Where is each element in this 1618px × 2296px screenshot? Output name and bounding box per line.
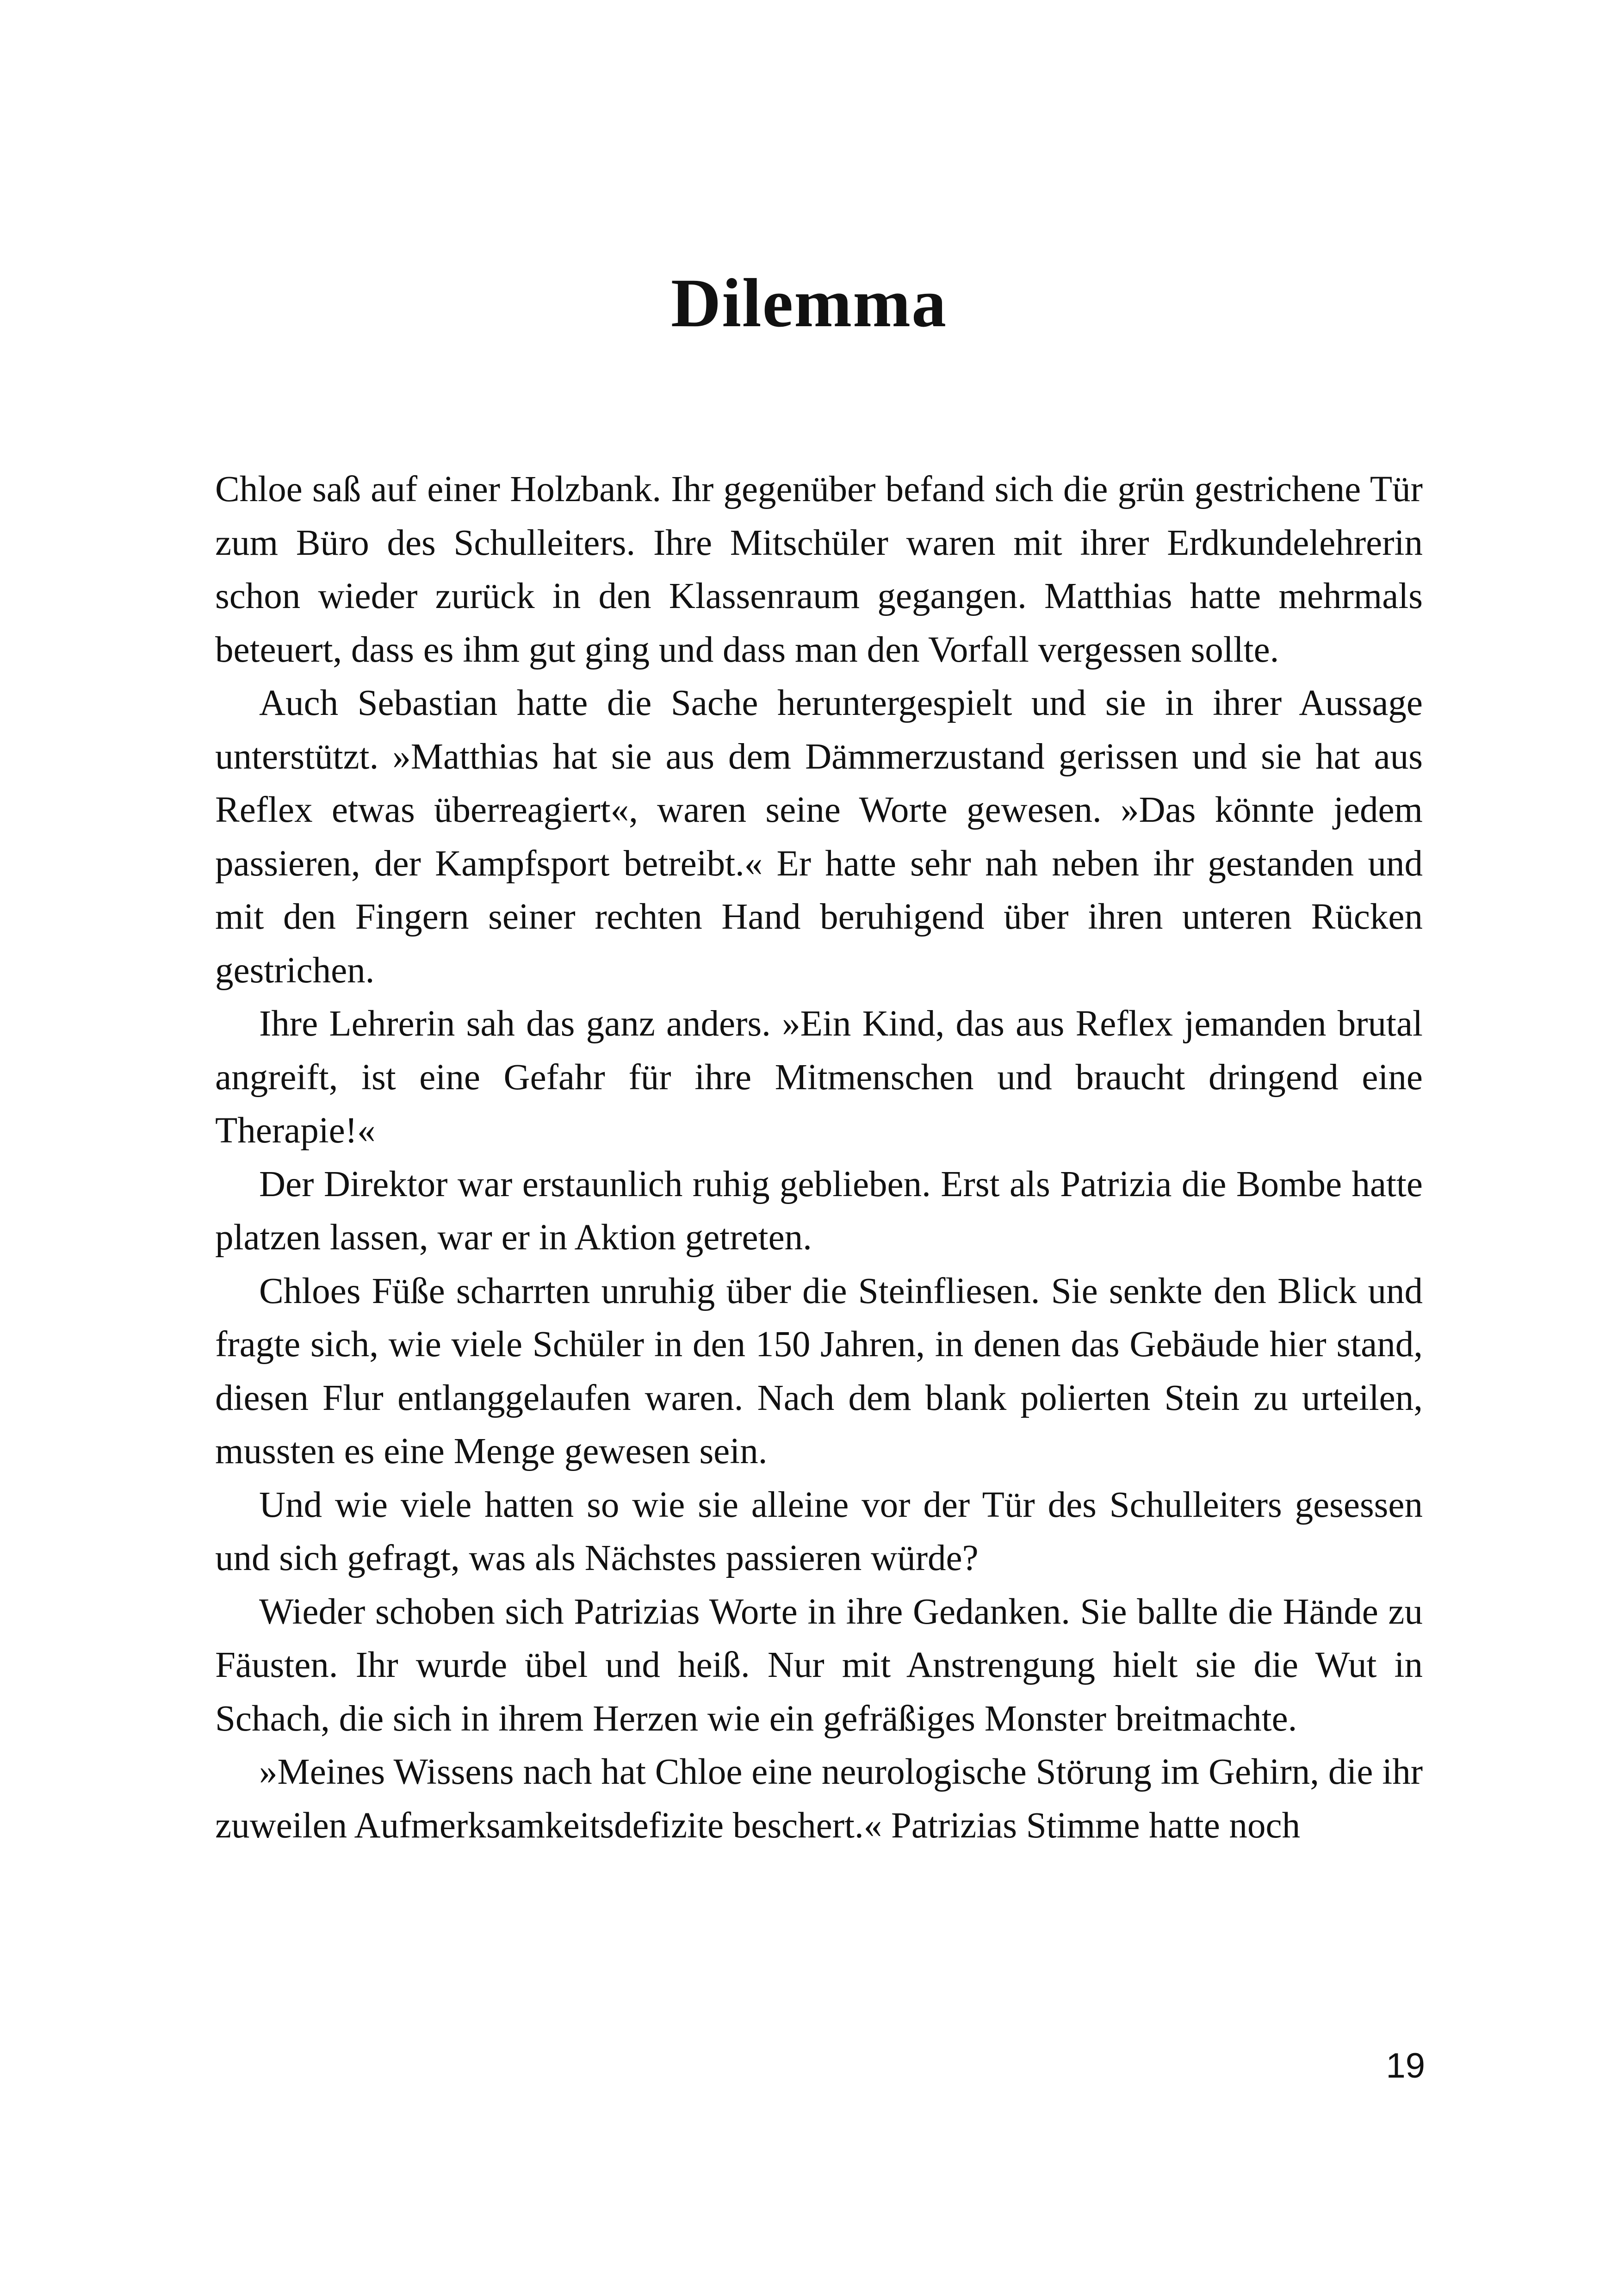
page-number: 19	[1386, 2046, 1425, 2085]
paragraph: Chloes Füße scharrten unruhig über die Steinfliesen. Sie senkte den Blick und fragte sich, wie viele Schüler in den 150 Jahren, in denen das Gebäude hier stand, diesen Flur entlanggelaufen waren. Nach dem blank polierten Stein zu urteilen, mussten es eine Menge gewesen sein.	[215, 1271, 1423, 1471]
paragraph: Wieder schoben sich Patrizias Worte in ihre Gedanken. Sie ballte die Hände zu Fäusten. Ihr wurde übel und heiß. Nur mit Anstrengung hielt sie die Wut in Schach, die sich in ihrem Herzen wie ein gefräßiges Monster breitmachte.	[215, 1591, 1423, 1739]
body-text	[215, 463, 1423, 1852]
paragraph: Und wie viele hatten so wie sie alleine vor der Tür des Schulleiters gesessen und sich gefragt, was als Nächstes passieren würde?	[215, 1484, 1423, 1578]
paragraph: »Meines Wissens nach hat Chloe eine neurologische Störung im Gehirn, die ihr zuweilen Aufmerksamkeitsdefizite beschert.« Patrizias Stimme hatte noch	[215, 1752, 1423, 1846]
paragraph: Der Direktor war erstaunlich ruhig geblieben. Erst als Patrizia die Bombe hatte platzen lassen, war er in Aktion getreten.	[215, 1164, 1423, 1258]
paragraph: Auch Sebastian hatte die Sache heruntergespielt und sie in ihrer Aussage unterstützt. »Matthias hat sie aus dem Dämmerzustand gerissen und sie hat aus Reflex etwas überreagiert«, waren seine Worte gewesen. »Das könnte jedem passieren, der Kampfsport betreibt.« Er hatte sehr nah neben ihr gestanden und mit den Fingern seiner rechten Hand beruhigend über ihren unteren Rücken gestrichen.	[215, 683, 1423, 991]
chapter-title: Dilemma	[670, 265, 948, 341]
paragraph: Chloe saß auf einer Holzbank. Ihr gegenüber befand sich die grün gestrichene Tür zum Büro des Schulleiters. Ihre Mitschüler waren mit ihrer Erdkundelehrerin schon wieder zurück in den Klassenraum gegangen. Matthias hatte mehrmals beteuert, dass es ihm gut ging und dass man den Vorfall vergessen sollte.	[215, 469, 1423, 670]
paragraph: Ihre Lehrerin sah das ganz anders. »Ein Kind, das aus Reflex jemanden brutal angreift, ist eine Gefahr für ihre Mitmenschen und braucht dringend eine Therapie!«	[215, 1004, 1423, 1151]
